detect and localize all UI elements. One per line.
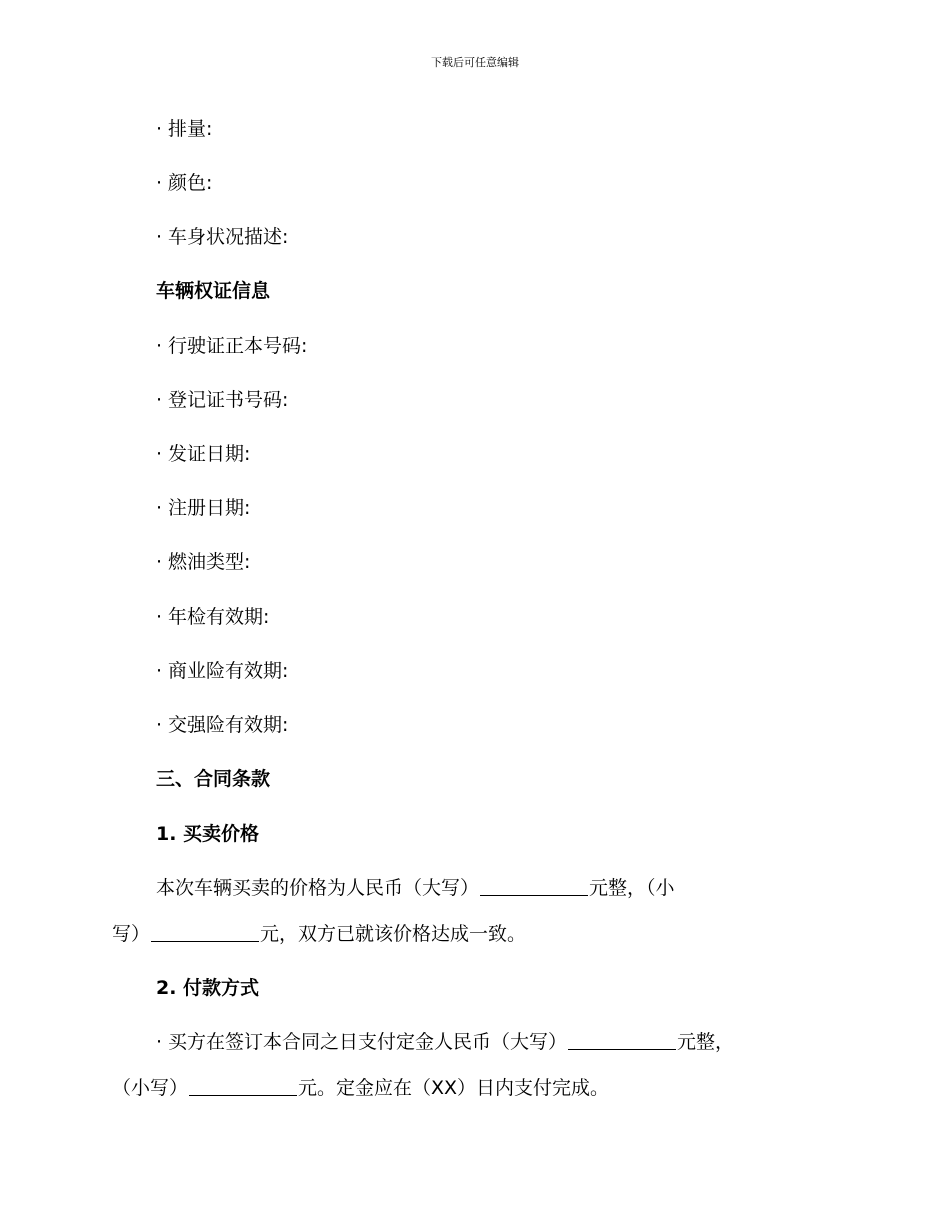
payment-paragraph-line2: （小写） 元。定金应在（XX）日内支付完成。 <box>112 1077 610 1099</box>
subheading-payment: 2. 付款方式 <box>156 977 260 999</box>
list-item-commercial-insurance: · 商业险有效期: <box>156 660 289 682</box>
blank-line <box>568 1031 676 1050</box>
bullet: · <box>156 443 163 465</box>
payment-paragraph-line1: · 买方在签订本合同之日支付定金人民币（大写） 元整， <box>156 1031 735 1053</box>
list-item-fuel-type: · 燃油类型: <box>156 551 251 573</box>
bullet: · <box>156 606 163 628</box>
header-note: 下载后可任意编辑 <box>431 56 519 69</box>
bullet: · <box>156 660 163 682</box>
blank-line <box>151 923 259 942</box>
list-item-issue-date: · 发证日期: <box>156 443 251 465</box>
bullet: · <box>156 226 163 248</box>
price-paragraph-line1: 本次车辆买卖的价格为人民币（大写） 元整，（小 <box>156 877 675 899</box>
price-paragraph-line2: 写） 元，双方已就该价格达成一致。 <box>112 923 527 945</box>
section-heading-terms: 三、合同条款 <box>156 768 271 790</box>
list-item-body-condition: · 车身状况描述: <box>156 226 289 248</box>
subheading-price: 1. 买卖价格 <box>156 823 260 845</box>
list-item-register-date: · 注册日期: <box>156 497 251 519</box>
blank-line <box>189 1077 297 1096</box>
list-item-license-number: · 行驶证正本号码: <box>156 335 308 357</box>
bullet: · <box>156 497 163 519</box>
bullet: · <box>156 551 163 573</box>
list-item-color: · 颜色: <box>156 172 213 194</box>
list-item-displacement: · 排量: <box>156 118 213 140</box>
blank-line <box>480 877 588 896</box>
list-item-compulsory-insurance: · 交强险有效期: <box>156 714 289 736</box>
list-item-registration-cert: · 登记证书号码: <box>156 389 289 411</box>
bullet: · <box>156 389 163 411</box>
bullet: · <box>156 714 163 736</box>
list-item-inspection: · 年检有效期: <box>156 606 270 628</box>
bullet: · <box>156 1031 163 1053</box>
bullet: · <box>156 172 163 194</box>
bullet: · <box>156 335 163 357</box>
bullet: · <box>156 118 163 140</box>
registration-heading: 车辆权证信息 <box>156 280 271 302</box>
